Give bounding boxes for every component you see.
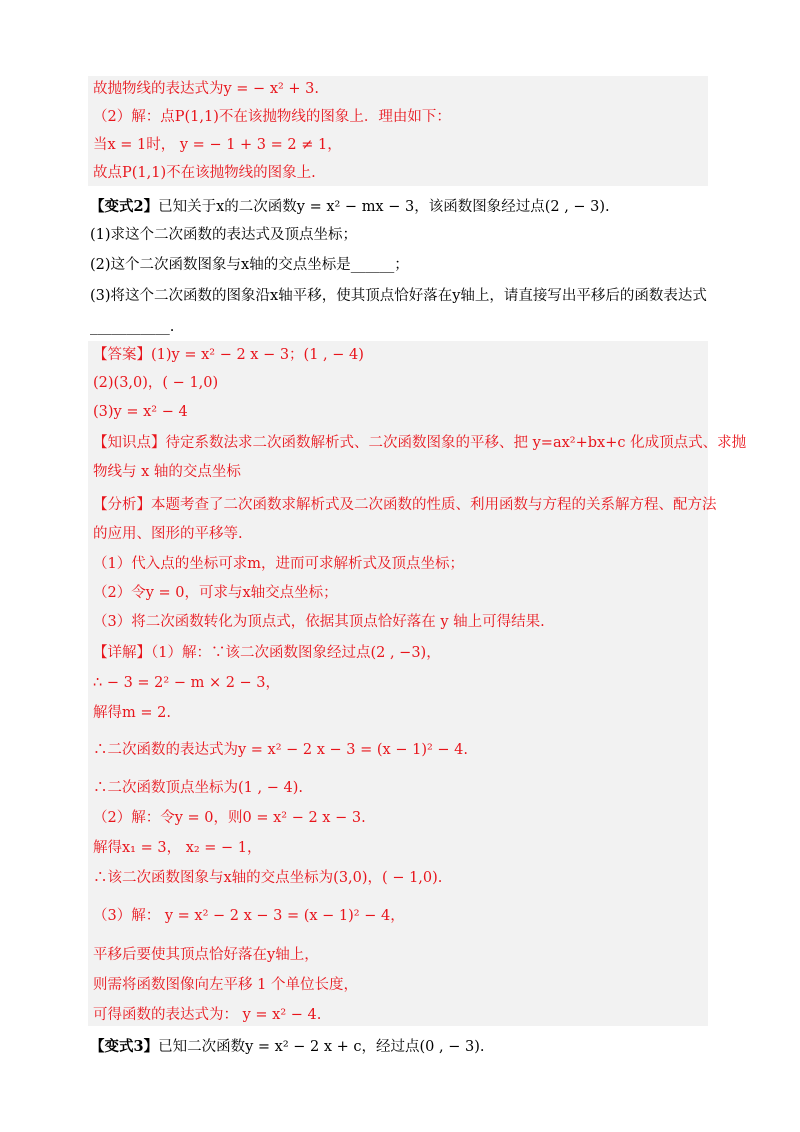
question-1: (1)求这个二次函数的表达式及顶点坐标；	[90, 227, 358, 243]
variant-2-text: 已知关于x的二次函数y = x² − mx − 3，该函数图象经过点(2 , − 3).	[158, 199, 610, 215]
analysis-step-1: （1）代入点的坐标可求m，进而可求解析式及顶点坐标；	[93, 556, 464, 572]
variant-3-question	[90, 1037, 484, 1057]
detail-4: ∴二次函数的表达式为y = x² − 2 x − 3 = (x − 1)² − 4.	[93, 742, 468, 758]
answer-1: 【答案】(1)y = x² − 2 x − 3；(1 , − 4)	[93, 347, 364, 363]
analysis-cont: 的应用、图形的平移等.	[93, 526, 243, 542]
analysis-step-3: （3）将二次函数转化为顶点式，依据其顶点恰好落在 y 轴上可得结果.	[93, 614, 545, 630]
line-3: 当x = 1时， y = − 1 + 3 = 2 ≠ 1，	[93, 137, 342, 153]
detail-11: 则需将函数图像向左平移 1 个单位长度，	[93, 977, 358, 993]
knowledge-point: 【知识点】待定系数法求二次函数解析式、二次函数图象的平移、把 y=ax²+bx+c 化成顶点式、求抛	[93, 435, 747, 451]
detail-7: 解得x₁ = 3， x₂ = − 1，	[93, 840, 262, 856]
detail-6: （2）解：令y = 0，则0 = x² − 2 x − 3.	[93, 810, 366, 826]
detail-2: ∴ − 3 = 2² − m × 2 − 3，	[93, 675, 281, 691]
detail-8: ∴该二次函数图象与x轴的交点坐标为(3,0)，( − 1,0).	[93, 870, 443, 886]
detail-1: 【详解】（1）解：∵该二次函数图象经过点(2 , −3)，	[93, 645, 441, 661]
analysis-step-2: （2）令y = 0，可求与x轴交点坐标；	[93, 585, 338, 601]
detail-9: （3）解： y = x² − 2 x − 3 = (x − 1)² − 4，	[93, 908, 405, 924]
detail-10: 平移后要使其顶点恰好落在y轴上，	[93, 947, 319, 963]
question-2: (2)这个二次函数图象与x轴的交点坐标是______；	[90, 257, 409, 273]
question-3: (3)将这个二次函数的图象沿x轴平移，使其顶点恰好落在y轴上，请直接写出平移后的函数表达式	[90, 288, 707, 304]
line-1: 故抛物线的表达式为y = − x² + 3.	[93, 81, 320, 97]
line-2: （2）解：点P(1,1)不在该抛物线的图象上．理由如下：	[93, 109, 451, 125]
detail-3: 解得m = 2.	[93, 705, 171, 721]
analysis: 【分析】本题考查了二次函数求解析式及二次函数的性质、利用函数与方程的关系解方程、配方法	[93, 497, 717, 513]
answer-2: (2)(3,0)，( − 1,0)	[93, 375, 219, 391]
answer-3: (3)y = x² − 4	[93, 404, 188, 420]
question-3-blank: ___________.	[90, 319, 175, 335]
detail-5: ∴二次函数顶点坐标为(1 , − 4).	[93, 780, 303, 796]
detail-12: 可得函数的表达式为： y = x² − 4.	[93, 1007, 322, 1023]
variant-2-question	[90, 197, 610, 217]
knowledge-point-cont: 物线与 x 轴的交点坐标	[93, 464, 241, 480]
line-4: 故点P(1,1)不在该抛物线的图象上.	[93, 165, 316, 181]
variant-3-tag: 【变式3】	[90, 1038, 159, 1055]
variant-2-tag: 【变式2】	[90, 198, 159, 215]
variant-3-text: 已知二次函数y = x² − 2 x + c，经过点(0 , − 3).	[158, 1039, 485, 1055]
